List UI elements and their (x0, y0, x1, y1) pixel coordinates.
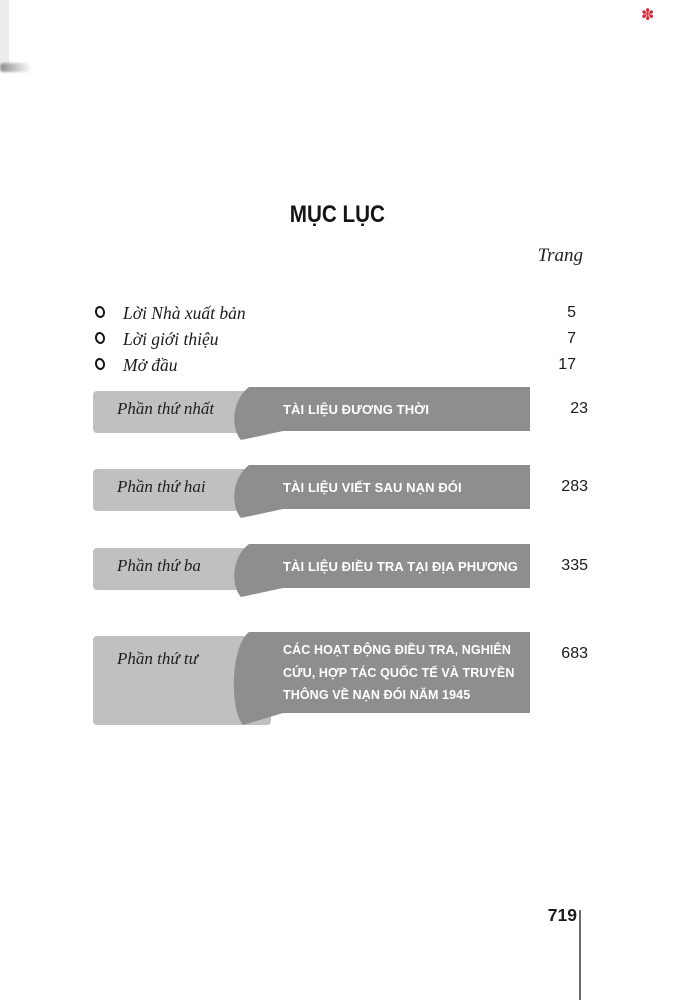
section-label: Phần thứ tư (117, 649, 198, 668)
toc-item-page: 7 (567, 330, 576, 347)
section-title: TÀI LIỆU ĐƯƠNG THỜI (283, 401, 430, 417)
section-label: Phần thứ hai (117, 477, 206, 496)
section-title: CÁC HOẠT ĐỘNG ĐIỀU TRA, NGHIÊN CỨU, HỢP TÁC QUỐC TẾ VÀ TRUYỀN THÔNG VỀ NẠN ĐÓI NĂM 1945 (283, 643, 515, 702)
toc-item-label: Lời Nhà xuất bản (123, 303, 246, 323)
section-page: 683 (561, 645, 588, 662)
section-page: 23 (570, 400, 588, 417)
page-column-header: Trang (537, 245, 583, 266)
toc-section-row (93, 465, 588, 523)
section-title: TÀI LIỆU ĐIỀU TRA TẠI ĐỊA PHƯƠNG (283, 558, 518, 574)
toc-section-row (93, 544, 588, 602)
footer-vertical-rule (579, 910, 581, 1000)
section-label: Phần thứ ba (117, 556, 201, 575)
toc-item-page: 17 (558, 356, 576, 373)
section-title: TÀI LIỆU VIẾT SAU NẠN ĐÓI (283, 479, 462, 495)
flower-ornament-icon: ✽ (641, 5, 655, 24)
toc-item-label: Mở đầu (123, 355, 178, 375)
page-title (0, 201, 675, 229)
toc-section-row (93, 387, 588, 445)
toc-section-row (93, 632, 588, 728)
toc-item (95, 355, 576, 377)
folio-page-number: 719 (547, 905, 577, 925)
scan-artifact-smudge (0, 63, 32, 72)
circle-bullet-icon (94, 357, 107, 371)
toc-item (95, 329, 576, 351)
toc-item-page: 5 (567, 304, 576, 321)
toc-item (95, 303, 576, 325)
circle-bullet-icon (94, 305, 107, 319)
toc-item-label: Lời giới thiệu (123, 329, 219, 349)
scan-artifact-strip (0, 0, 9, 64)
section-label: Phần thứ nhất (117, 399, 215, 418)
section-page: 283 (561, 478, 588, 495)
section-page: 335 (561, 557, 588, 574)
circle-bullet-icon (94, 331, 107, 345)
page-title-text: MỤC LỤC (289, 201, 386, 228)
